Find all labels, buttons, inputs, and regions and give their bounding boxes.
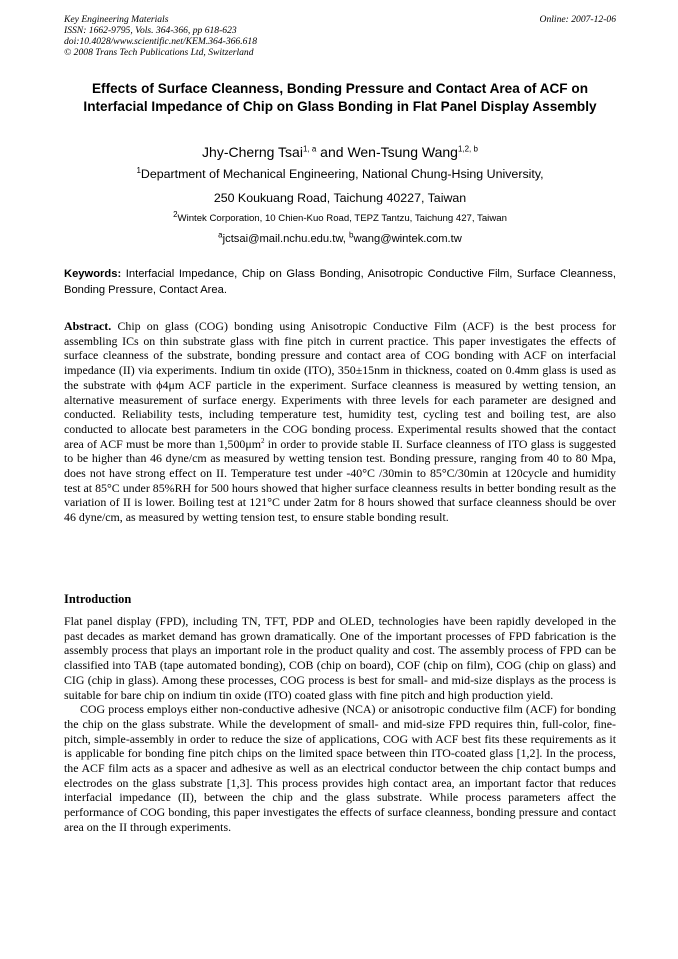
affiliation-superscript: 1: [136, 165, 141, 175]
keywords-text: Interfacial Impedance, Chip on Glass Bonding, Anisotropic Conductive Film, Surface Cleanness, Bonding Pressure, Contact Area.: [64, 268, 616, 296]
abstract-section: [64, 319, 616, 525]
paragraph: COG process employs either non-conductive adhesive (NCA) or anisotropic conductive film (ACF) for bonding the chip on the glass substrate. While the development of small- and mid-size FPD requires thin, full-color, fine-pitch, simple-assembly in order to reduce the size of applications, COG with ACF best fits these requirements as it is applicable for bonding fine pitch chips on the limited space between thin ITO-coated glass [1,2]. In the process, the ACF film acts as a spacer and adhesive as well as an electrical conductor between the chip contact bumps and electrodes on the glass substrate [1,3]. This process provides high contact area, an important factor that reduces interfacial impedance (II), between the chip and the glass substrate. While process parameters affect the performance of COG bonding, this paper investigates the effects of surface cleanness, bonding pressure and contact area on the II through experiments.: [64, 702, 616, 834]
affiliation-superscript: 2: [173, 209, 178, 219]
author-superscript: 1,2, b: [457, 144, 478, 154]
abstract-label: Abstract.: [64, 319, 112, 333]
email-superscript: a: [218, 230, 223, 240]
author-line: [64, 143, 616, 161]
abstract-text: in order to provide stable II. Surface cleanness of ITO glass is suggested to be higher than 46 dyne/cm as measured by wetting tension test. Bonding pressure, ranging from 40 to 80 Mpa, does not have strong effect on II. Temperature test under -40°C /30min to 85°C/30min at 120cycle and humidity test at 85°C under 85%RH for 500 hours showed that higher surface cleanness results in better bonding result as the variation of II is lower. Boiling test at 121°C under 2atm for 8 hours showed that surface cleanness should be over 46 dyne/cm, as measured by wetting tension test, to ensure stable bonding result.: [64, 436, 616, 525]
journal-copyright: © 2008 Trans Tech Publications Ltd, Switzerland: [64, 47, 254, 58]
email-link[interactable]: wang@wintek.com.tw: [353, 233, 462, 245]
journal-issn: ISSN: 1662-9795, Vols. 364-366, pp 618-623: [64, 25, 237, 36]
paragraph: Flat panel display (FPD), including TN, TFT, PDP and OLED, technologies have been rapidly developed in the past decades as market demand has grown dramatically. One of the important processes of FPD fabrication is the assembly process that plays an important role in the product quality and cost. The assembly process of FPD can be classified into TAB (tape automated bonding), COB (chip on board), COF (chip on film), COG (chip on glass) and CIG (chip in glass). Among these processes, COG process is best for small- and mid-size displays as the process is suitable for bare chip on indium tin oxide (ITO) coated glass with fine pitch and high production yield.: [64, 614, 616, 702]
affiliation-2: [64, 211, 616, 227]
section-heading: Introduction: [64, 592, 132, 606]
abstract-text: Chip on glass (COG) bonding using Anisotropic Conductive Film (ACF) is the best process for assembling ICs on thin substrate glass with fine pitch in current practice. This paper investigates the effects of surface cleanness of the substrate, bonding pressure and contact area of COG bonding with ACF on interfacial impedance (II) via experiments. Indium tin oxide (ITO), 350±15nm in thickness, coated on 0.4mm glass is used as the substrate with ϕ4μm ACF particle in the experiment. Surface cleanness is measured by wetting tension, an alternative measurement of surface energy. Experiments with three levels for each parameter are designed and conducted. Reliability tests, including temperature test, humidity test, cycling test and boiling test, are also conducted to allocate best parameters in the COG bonding process. Experimental results showed that the contact area of ACF must be more than 1,500μm: [64, 319, 616, 451]
email-link[interactable]: jctsai@mail.nchu.edu.tw,: [222, 233, 346, 245]
email-line: [64, 232, 616, 246]
journal-doi: doi:10.4028/www.scientific.net/KEM.364-366.618: [64, 36, 258, 47]
journal-name: Key Engineering Materials: [64, 14, 169, 25]
keywords-label: Keywords:: [64, 268, 122, 280]
affiliation-1: [64, 166, 616, 182]
keywords-section: [64, 267, 616, 298]
paper-title: Effects of Surface Cleanness, Bonding Pressure and Contact Area of ACF on Interfacial Impedance of Chip on Glass Bonding in Flat Panel Display Assembly: [83, 81, 597, 114]
author-name: Jhy-Cherng Tsai: [202, 144, 303, 160]
abstract-superscript: 2: [260, 436, 265, 445]
online-date: Online: 2007-12-06: [539, 14, 616, 25]
author-conjunction: and: [316, 144, 348, 160]
author-name: Wen-Tsung Wang: [347, 144, 458, 160]
affiliation-line: Department of Mechanical Engineering, National Chung-Hsing University,: [140, 167, 544, 181]
author-superscript: 1, a: [302, 144, 317, 154]
affiliation-line: Wintek Corporation, 10 Chien-Kuo Road, TEPZ Tantzu, Taichung 427, Taiwan: [177, 213, 507, 224]
introduction-body: [64, 614, 616, 835]
email-superscript: b: [349, 230, 354, 240]
journal-header: [64, 14, 616, 58]
affiliation-1-address: 250 Koukuang Road, Taichung 40227, Taiwan: [213, 191, 467, 205]
